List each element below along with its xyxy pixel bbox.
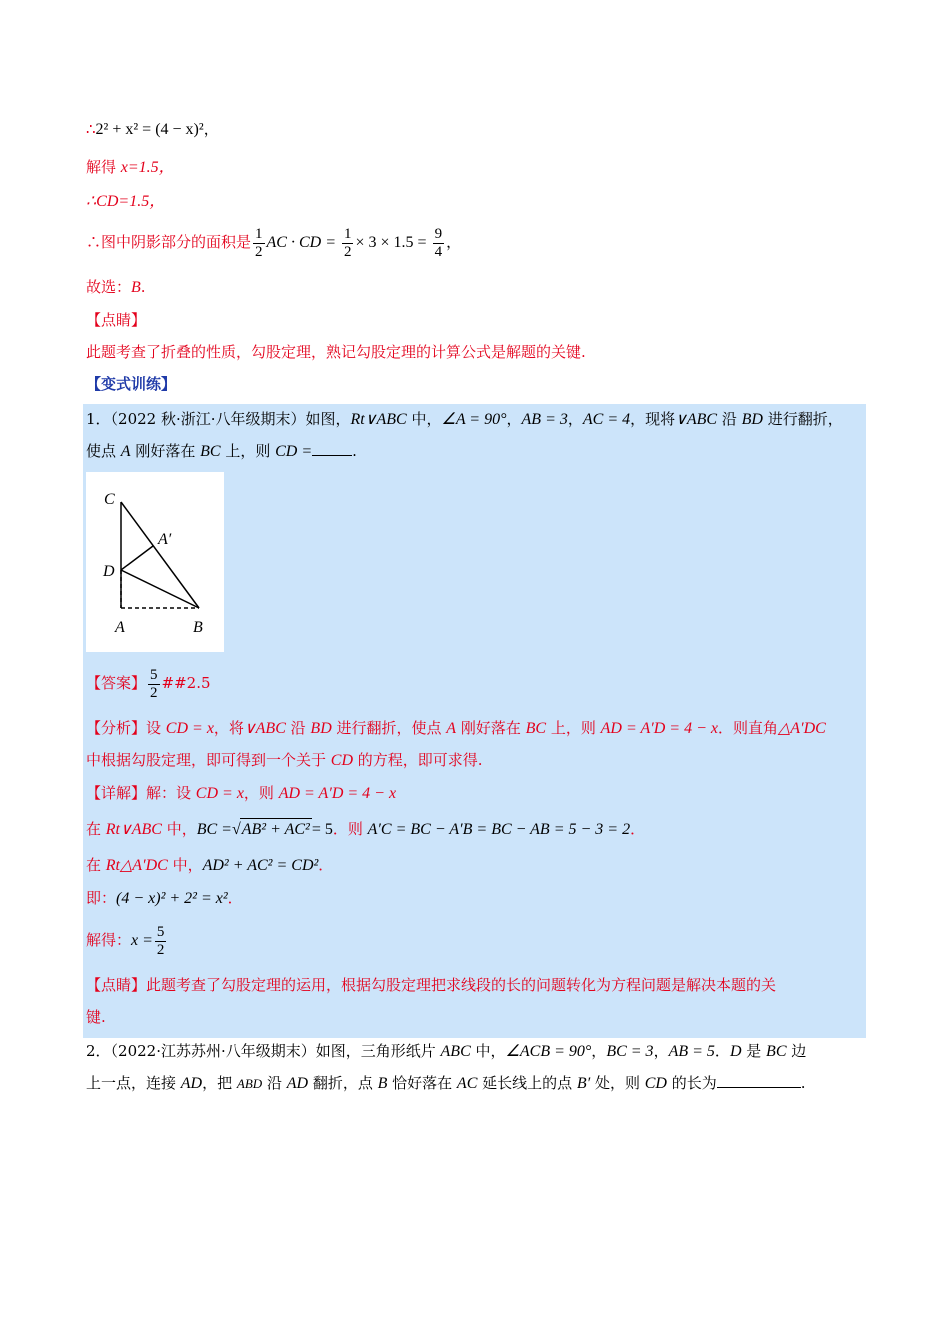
area-line xyxy=(86,223,461,262)
problem1-line1 xyxy=(86,408,843,431)
detail-math: (4 − x)² + 2² = x² xyxy=(116,890,228,907)
p2-text: 延长线上的点 xyxy=(477,1074,577,1092)
p2-math: AD xyxy=(286,1075,309,1092)
area-fraction-2 xyxy=(342,226,354,261)
detail-text: 在 xyxy=(86,820,106,838)
analysis-math: CD = x xyxy=(165,720,214,737)
label-a: A xyxy=(115,619,125,636)
choice-value: B xyxy=(131,279,141,296)
analysis-text: 中根据勾股定理，即可得到一个关于 xyxy=(86,751,331,769)
dianjing-label: 【点睛】 xyxy=(86,976,147,994)
p1-text: 进行翻折， xyxy=(762,410,843,428)
p2-math: BC = 3 xyxy=(606,1043,654,1060)
segment-cb xyxy=(121,502,199,608)
detail-line1 xyxy=(86,782,396,805)
p2-text: 恰好落在 xyxy=(387,1074,457,1092)
p2-math: ABC xyxy=(440,1043,471,1060)
area-mid2: × 3 × 1.5 = xyxy=(355,234,431,251)
analysis-math: △A′DC xyxy=(778,720,826,737)
answer-label: 【答案】 xyxy=(86,674,147,692)
detail-label: 【详解】 xyxy=(86,784,147,802)
p2-text: 上一点，连接 xyxy=(86,1074,181,1092)
detail-text: ． xyxy=(318,856,334,874)
equation-left: 2² + x² xyxy=(95,121,139,138)
detail-line4 xyxy=(86,887,243,910)
p1-math: BC xyxy=(200,443,221,460)
p1-text: 1．（2022 秋·浙江·八年级期末）如图， xyxy=(86,410,351,428)
cd-value: ∴CD=1.5， xyxy=(86,193,166,210)
p1-math: BD xyxy=(741,411,763,428)
label-d: D xyxy=(103,563,115,580)
fraction-numerator: 1 xyxy=(343,225,352,242)
detail-math: CD = x xyxy=(195,785,244,802)
choice-suffix: . xyxy=(140,278,146,296)
label-c: C xyxy=(104,491,115,508)
fraction-numerator: 1 xyxy=(255,225,263,242)
p2-math: B′ xyxy=(576,1075,591,1092)
area-prefix: ∴图中阴影部分的面积是 xyxy=(86,233,252,251)
p2-text: ， xyxy=(591,1042,607,1060)
detail-math: BC = xyxy=(196,821,232,838)
label-b: B xyxy=(193,619,203,636)
p1-text: ， xyxy=(506,410,522,428)
solve-value: x=1.5， xyxy=(120,159,175,176)
answer-blank xyxy=(312,455,352,456)
analysis-text: ．则直角 xyxy=(717,719,778,737)
solution-equation-line xyxy=(86,118,219,141)
fraction-numerator: 9 xyxy=(434,225,443,242)
detail-math: A′C = BC − A′B = BC − AB = 5 − 3 = 2 xyxy=(367,821,631,838)
problem2-line2 xyxy=(86,1072,806,1095)
analysis-math: ∨ABC xyxy=(243,720,286,737)
analysis-text: 设 xyxy=(146,719,166,737)
p2-text: 处，则 xyxy=(590,1074,645,1092)
variant-title: 【变式训练】 xyxy=(86,375,177,393)
therefore-symbol: ∴ xyxy=(86,120,96,138)
p1-dianjing-line1 xyxy=(86,974,776,996)
detail-line3 xyxy=(86,854,333,877)
detail-text: 解得： xyxy=(86,931,132,949)
p1-math: ∨ABC xyxy=(675,411,718,428)
equation-right: (4 − x)² xyxy=(155,121,204,138)
p1-math: A xyxy=(120,443,131,460)
answer-blank xyxy=(717,1087,801,1088)
p1-math: AB = 3 xyxy=(521,411,568,428)
p1-text: ，现将 xyxy=(630,410,676,428)
p2-math: AB = 5 xyxy=(668,1043,715,1060)
solution-fraction xyxy=(155,924,167,959)
detail-text: ． xyxy=(227,889,243,907)
p2-math: AC xyxy=(456,1075,478,1092)
analysis-math: A xyxy=(446,720,457,737)
p1-text: 中， xyxy=(406,410,442,428)
solve-x-line xyxy=(86,156,175,179)
analysis-math: BC xyxy=(525,720,547,737)
answer-alt: ##2.5 xyxy=(161,674,211,692)
sqrt-content: AB² + AC² xyxy=(240,818,312,841)
detail-math: = 5 xyxy=(311,821,333,838)
detail-line2 xyxy=(86,818,645,841)
area-fraction-1 xyxy=(253,226,265,261)
analysis-line1 xyxy=(86,717,826,740)
fraction-denominator: 2 xyxy=(150,684,158,701)
area-fraction-3 xyxy=(433,226,445,261)
p1-math: ∠A = 90° xyxy=(441,411,507,428)
solve-label: 解得 xyxy=(86,158,121,176)
dianjing-text: 此题考查了折叠的性质，勾股定理，熟记勾股定理的计算公式是解题的关键. xyxy=(86,343,586,361)
p2-text: 是 xyxy=(741,1042,767,1060)
p2-math: D xyxy=(729,1043,742,1060)
p1-text: 使点 xyxy=(86,442,121,460)
area-suffix: ， xyxy=(446,233,462,251)
p1-math: Rt∨ABC xyxy=(350,411,407,428)
fraction-denominator: 2 xyxy=(343,243,352,260)
triangle-diagram xyxy=(86,472,224,652)
detail-text: ．则 xyxy=(332,820,368,838)
fraction-numerator: 5 xyxy=(150,666,158,683)
detail-line5 xyxy=(86,921,168,960)
equation-equals: = xyxy=(138,121,156,138)
detail-text: ． xyxy=(630,820,646,838)
analysis-text: 沿 xyxy=(285,719,311,737)
detail-text: 中， xyxy=(167,856,203,874)
detail-math: AD² + AC² = CD² xyxy=(202,857,319,874)
p2-text: 中， xyxy=(470,1042,506,1060)
analysis-text: 的方程，即可求得. xyxy=(353,751,483,769)
p2-math: AD xyxy=(180,1075,203,1092)
p2-math: CD xyxy=(644,1075,667,1092)
analysis-label: 【分析】 xyxy=(86,719,147,737)
analysis-line2 xyxy=(86,749,483,772)
fraction-numerator: 5 xyxy=(156,923,165,940)
analysis-math: AD = A′D = 4 − x xyxy=(600,720,718,737)
choice-line xyxy=(86,276,146,299)
detail-text: ，则 xyxy=(243,784,279,802)
detail-text: 中， xyxy=(161,820,197,838)
dianjing-text: 此题考查了勾股定理的运用，根据勾股定理把求线段的长的问题转化为方程问题是解决本题的关 xyxy=(146,976,777,994)
p2-text: 沿 xyxy=(262,1074,287,1092)
problem1-line2 xyxy=(86,440,357,463)
equation-suffix: ， xyxy=(203,120,219,138)
p2-text: 翻折，点 xyxy=(308,1074,378,1092)
choice-label: 故选： xyxy=(86,278,132,296)
p1-text: ， xyxy=(567,410,583,428)
analysis-text: 刚好落在 xyxy=(456,719,526,737)
cd-value-line xyxy=(86,190,165,213)
answer-line xyxy=(86,664,211,702)
detail-math: x = xyxy=(131,932,153,949)
label-a-prime: A′ xyxy=(158,531,172,548)
analysis-text: 进行翻折，使点 xyxy=(331,719,447,737)
p1-text: 沿 xyxy=(717,410,742,428)
analysis-math: BD xyxy=(310,720,332,737)
dianjing-label: 【点睛】 xyxy=(86,311,147,329)
answer-fraction xyxy=(148,667,160,702)
p1-text: . xyxy=(352,442,357,460)
p2-math: ∠ACB = 90° xyxy=(505,1043,592,1060)
fraction-denominator: 2 xyxy=(156,941,165,958)
segment-da-prime xyxy=(121,546,153,570)
detail-math: Rt△A′DC xyxy=(105,857,168,874)
p2-math: BC xyxy=(766,1043,787,1060)
p2-text: 边 xyxy=(786,1042,807,1060)
p2-text: . xyxy=(800,1074,806,1092)
fraction-denominator: 4 xyxy=(434,243,443,260)
p1-math: AC = 4 xyxy=(582,411,631,428)
p2-text: ， xyxy=(653,1042,669,1060)
p2-text: 2．（2022·江苏苏州·八年级期末）如图，三角形纸片 xyxy=(86,1042,441,1060)
fraction-denominator: 2 xyxy=(255,243,263,260)
sqrt-symbol: √ xyxy=(231,821,241,838)
p1-text: 上，则 xyxy=(220,442,276,460)
p2-text: ，把 xyxy=(202,1074,237,1092)
problem2-line1 xyxy=(86,1040,806,1063)
analysis-text: ，将 xyxy=(213,719,244,737)
p1-text: 刚好落在 xyxy=(130,442,201,460)
analysis-text: 上，则 xyxy=(546,719,601,737)
p2-math: ABD xyxy=(236,1076,263,1091)
p1-dianjing-line2: 键. xyxy=(86,1008,106,1026)
p2-math: B xyxy=(377,1075,388,1092)
detail-math: Rt∨ABC xyxy=(105,821,162,838)
detail-math: AD = A′D = 4 − x xyxy=(278,785,397,802)
analysis-math: CD xyxy=(330,752,354,769)
segment-db xyxy=(121,570,199,608)
detail-text: 解：设 xyxy=(146,784,196,802)
detail-text: 在 xyxy=(86,856,106,874)
p2-text: ． xyxy=(714,1042,730,1060)
area-mid: AC · CD = xyxy=(266,234,340,251)
p2-text: 的长为 xyxy=(666,1074,717,1092)
triangle-figure xyxy=(86,472,224,652)
detail-text: 即： xyxy=(86,889,117,907)
p1-math: CD = xyxy=(275,443,313,460)
